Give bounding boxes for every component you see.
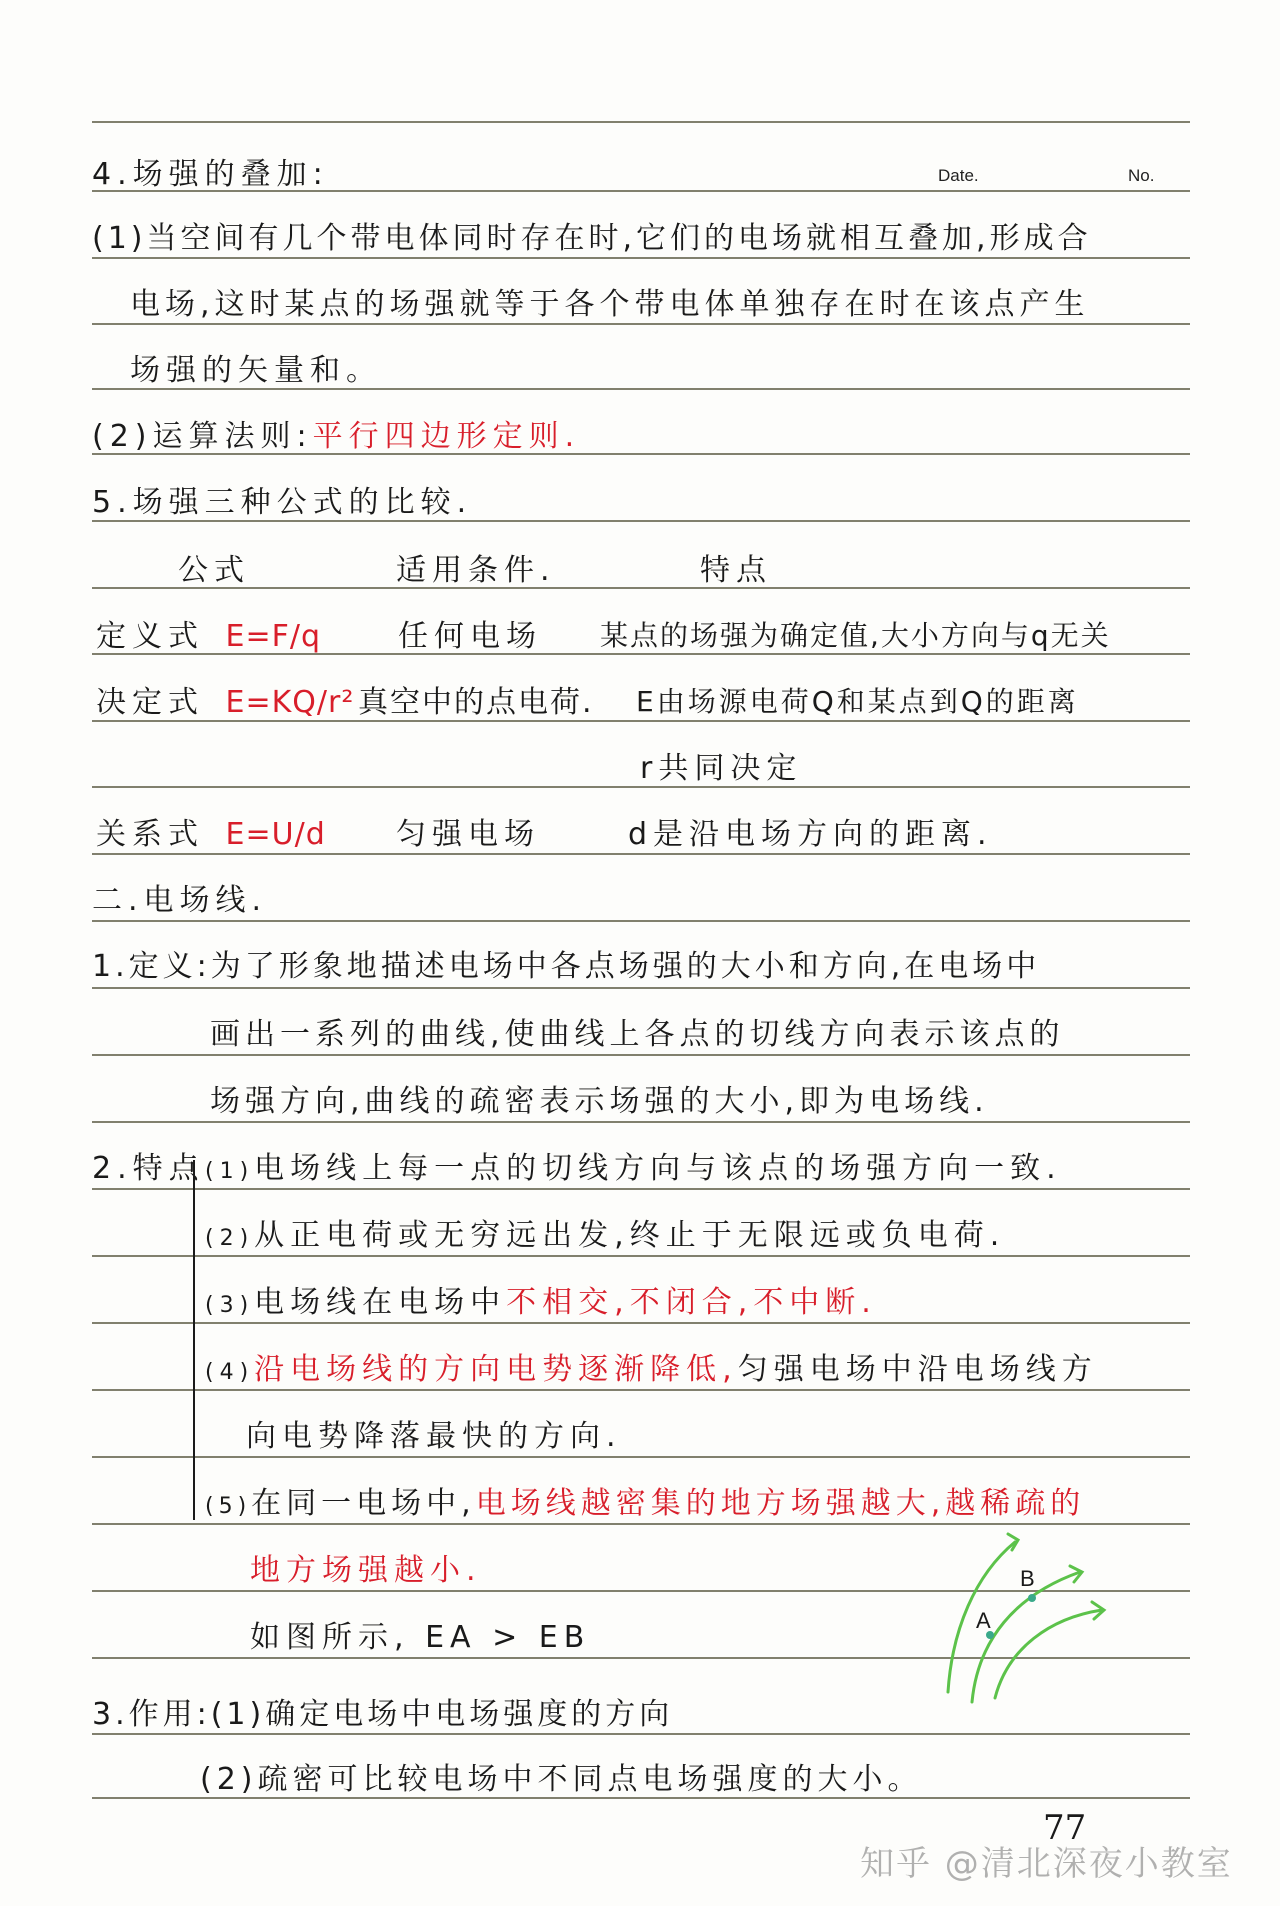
item-text: 电场线上每一点的切线方向与该点的场强方向一致.: [254, 1151, 1062, 1186]
rule-line: [92, 388, 1190, 390]
table-header-feature: 特点: [700, 553, 772, 588]
item-number: (1): [205, 1159, 255, 1184]
table-row: [96, 685, 355, 720]
formula-expression: E=U/d: [225, 817, 326, 852]
example-text: 如图所示, EA > EB: [250, 1620, 591, 1655]
item-text: 从正电荷或无穷远出发,终止于无限远或负电荷.: [254, 1218, 1006, 1253]
rule-line: [92, 1456, 1190, 1458]
item-highlight: 沿电场线的方向电势逐渐降低,: [254, 1352, 738, 1387]
formula-expression: E=KQ/r²: [225, 685, 355, 720]
formula-feature: 某点的场强为确定值,大小方向与q无关: [600, 619, 1111, 652]
rule-line: [92, 1054, 1190, 1056]
rule-highlight: 平行四边形定则.: [312, 419, 581, 454]
rule-line: [92, 920, 1190, 922]
item-text: 在同一电场中,: [251, 1486, 476, 1521]
formula-condition: 真空中的点电荷.: [358, 685, 594, 720]
point-b-label: B: [1020, 1566, 1035, 1591]
rule-line: [92, 1188, 1190, 1190]
feature-item-cont: 向电势降落最快的方向.: [246, 1419, 622, 1454]
feature-item-cont: 地方场强越小.: [250, 1553, 482, 1588]
table-header-formula: 公式: [178, 553, 250, 588]
point-b-dot: [1028, 1594, 1036, 1602]
formula-condition: 匀强电场: [396, 817, 540, 852]
paragraph-line: (1)当空间有几个带电体同时存在时,它们的电场就相互叠加,形成合: [92, 221, 1092, 256]
rule-line: [92, 323, 1190, 325]
formula-expression: E=F/q: [225, 619, 322, 654]
rule-line: [92, 1797, 1190, 1799]
item-number: (2): [205, 1226, 255, 1251]
no-label: No.: [1128, 166, 1155, 185]
definition-line: 1.定义:为了形象地描述电场中各点场强的大小和方向,在电场中: [92, 949, 1041, 984]
item-number: (3): [205, 1293, 255, 1318]
rule-line: [92, 1255, 1190, 1257]
rule-line: [92, 786, 1190, 788]
rule-line: [92, 1389, 1190, 1391]
rule-line: [92, 257, 1190, 259]
rule-line: [92, 520, 1190, 522]
formula-feature-cont: r共同决定: [640, 751, 803, 786]
rule-line: [92, 1733, 1190, 1735]
feature-item: [205, 1486, 1086, 1521]
watermark: 知乎 @清北深夜小教室: [860, 1844, 1233, 1884]
rule-line: [92, 1322, 1190, 1324]
section-title: 4.场强的叠加:: [92, 157, 329, 192]
field-line: [995, 1610, 1102, 1698]
item-highlight: 不相交,不闭合,不中断.: [506, 1285, 877, 1320]
table-row: [96, 817, 326, 852]
page-number: 77: [1043, 1808, 1087, 1848]
item-highlight: 电场线越密集的地方场强越大,越稀疏的: [475, 1486, 1086, 1521]
formula-feature: E由场源电荷Q和某点到Q的距离: [636, 685, 1079, 718]
rule-line: [92, 1121, 1190, 1123]
item-text: 匀强电场中沿电场线方: [737, 1352, 1098, 1387]
usage-line: 3.作用:(1)确定电场中电场强度的方向: [92, 1697, 674, 1732]
bracket-line: [193, 1160, 205, 1520]
formula-name: 定义式: [96, 619, 204, 654]
rule-line: [92, 987, 1190, 989]
table-header-condition: 适用条件.: [396, 553, 556, 588]
feature-item: [205, 1218, 1006, 1253]
feature-item: [205, 1285, 877, 1320]
section-title: 二.电场线.: [92, 883, 268, 918]
rule-line: [92, 587, 1190, 589]
formula-feature: d是沿电场方向的距离.: [628, 817, 993, 852]
field-lines-svg: [940, 1520, 1120, 1710]
definition-line: 画出一系列的曲线,使曲线上各点的切线方向表示该点的: [210, 1017, 1065, 1052]
date-label: Date.: [938, 166, 979, 185]
formula-name: 关系式: [96, 817, 204, 852]
formula-condition: 任何电场: [398, 619, 542, 654]
item-number: (5): [205, 1494, 252, 1519]
rule-line: [92, 853, 1190, 855]
rule-line: [92, 720, 1190, 722]
rule-line: [92, 121, 1190, 123]
field-lines-diagram: [940, 1520, 1120, 1710]
point-a-label: A: [976, 1608, 991, 1633]
features-label: 2.特点: [92, 1151, 205, 1186]
paragraph-line: 场强的矢量和。: [130, 353, 382, 388]
table-row: [96, 619, 322, 654]
formula-name: 决定式: [96, 685, 204, 720]
definition-line: 场强方向,曲线的疏密表示场强的大小,即为电场线.: [210, 1084, 989, 1119]
operation-rule-line: [92, 419, 581, 454]
usage-line: (2)疏密可比较电场中不同点电场强度的大小。: [200, 1762, 923, 1797]
item-text: 电场线在电场中: [254, 1285, 507, 1320]
feature-item: [205, 1151, 1062, 1186]
rule-prefix: (2)运算法则:: [92, 419, 313, 454]
paragraph-line: 电场,这时某点的场强就等于各个带电体单独存在时在该点产生: [130, 287, 1090, 322]
item-number: (4): [205, 1360, 255, 1385]
section-title: 5.场强三种公式的比较.: [92, 485, 473, 520]
feature-item: [205, 1352, 1098, 1387]
